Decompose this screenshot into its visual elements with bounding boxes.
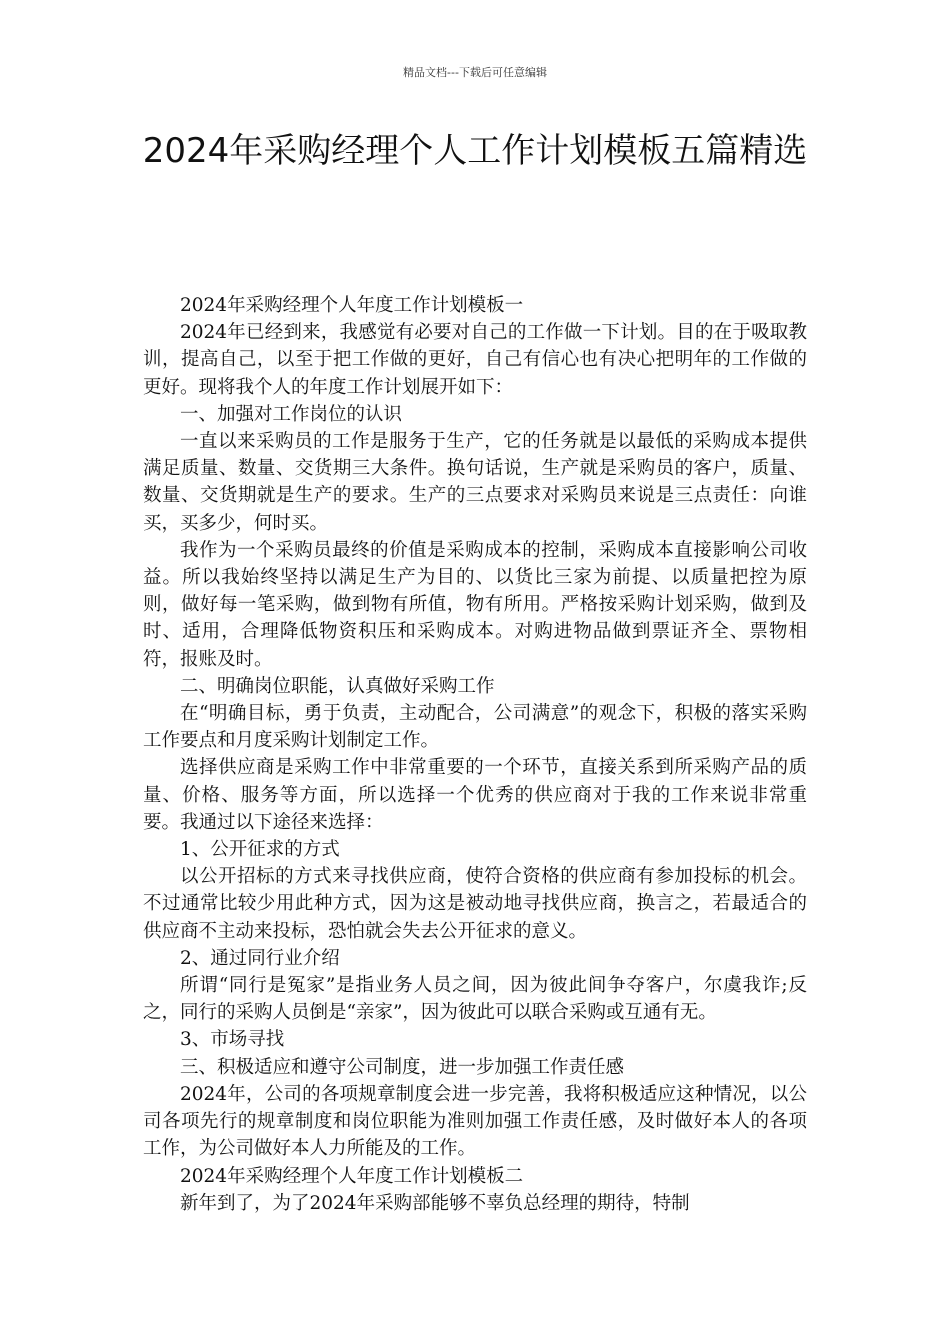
- body-paragraph: 在“明确目标，勇于负责，主动配合，公司满意”的观念下，积极的落实采购工作要点和月度采购计划制定工作。: [143, 703, 807, 752]
- document-body: [143, 292, 807, 1217]
- body-paragraph: 2024年已经到来，我感觉有必要对自己的工作做一下计划。目的在于吸取教训，提高自己，以至于把工作做的更好，自己有信心也有决心把明年的工作做的更好。现将我个人的年度工作计划展开如下：: [143, 322, 807, 398]
- body-paragraph: 选择供应商是采购工作中非常重要的一个环节，直接关系到所采购产品的质量、价格、服务等方面，所以选择一个优秀的供应商对于我的工作来说非常重要。我通过以下途径来选择：: [143, 757, 807, 833]
- body-paragraph: 所谓“同行是冤家”是指业务人员之间，因为彼此间争夺客户，尔虞我诈;反之，同行的采购人员倒是“亲家”，因为彼此可以联合采购或互通有无。: [143, 975, 807, 1024]
- section-heading: 2024年采购经理个人年度工作计划模板二: [180, 1165, 524, 1187]
- list-heading: 3、市场寻找: [180, 1029, 285, 1051]
- body-paragraph: 一直以来采购员的工作是服务于生产，它的任务就是以最低的采购成本提供满足质量、数量、交货期三大条件。换句话说，生产就是采购员的客户，质量、数量、交货期就是生产的要求。生产的三点要求对采购员来说是三点责任：向谁买，买多少，何时买。: [143, 431, 807, 534]
- body-paragraph: 以公开招标的方式来寻找供应商，使符合资格的供应商有参加投标的机会。不过通常比较少用此种方式，因为这是被动地寻找供应商，换言之，若最适合的供应商不主动来投标，恐怕就会失去公开征求的意义。: [143, 866, 807, 942]
- list-heading: 2、通过同行业介绍: [180, 947, 340, 969]
- body-paragraph: 新年到了，为了2024年采购部能够不辜负总经理的期待，特制: [180, 1192, 690, 1214]
- document-title: 2024年采购经理个人工作计划模板五篇精选: [142, 131, 808, 171]
- list-heading: 1、公开征求的方式: [180, 839, 340, 861]
- header-note: 精品文档---下载后可任意编辑: [403, 66, 547, 79]
- section-heading: 2024年采购经理个人年度工作计划模板一: [180, 295, 524, 316]
- section-heading: 一、加强对工作岗位的认识: [180, 403, 403, 425]
- body-paragraph: 我作为一个采购员最终的价值是采购成本的控制，采购成本直接影响公司收益。所以我始终坚持以满足生产为目的、以货比三家为前提、以质量把控为原则，做好每一笔采购，做到物有所值，物有所用。严格按采购计划采购，做到及时、适用，合理降低物资积压和采购成本。对购进物品做到票证齐全、票物相符，报账及时。: [143, 539, 807, 670]
- body-paragraph: 2024年，公司的各项规章制度会进一步完善，我将积极适应这种情况，以公司各项先行的规章制度和岗位职能为准则加强工作责任感，及时做好本人的各项工作，为公司做好本人力所能及的工作。: [143, 1083, 807, 1160]
- section-heading: 二、明确岗位职能，认真做好采购工作: [180, 675, 495, 697]
- section-heading: 三、积极适应和遵守公司制度，进一步加强工作责任感: [180, 1056, 625, 1078]
